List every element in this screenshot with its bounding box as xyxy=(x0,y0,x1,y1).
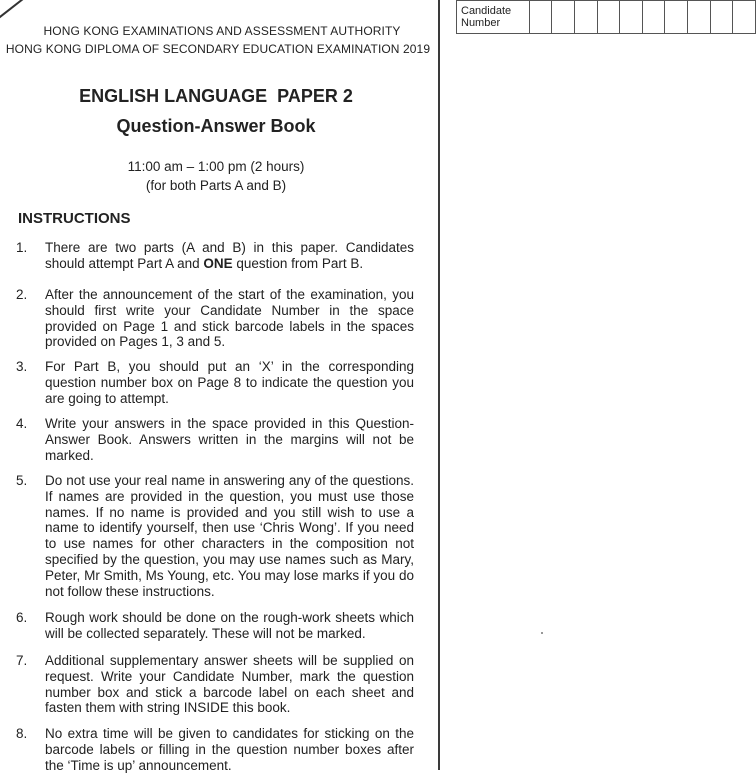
instruction-text: Write your answers in the space provided in this Question-Answer Book. Answers written in the margins will not be marked. xyxy=(45,416,414,463)
instruction-item xyxy=(16,610,414,642)
instruction-number: 1. xyxy=(16,240,28,255)
instruction-emphasis: ONE xyxy=(203,255,233,271)
instruction-text: After the announcement of the start of the examination, you should first write your Candidate Number in the space provided on Page 1 and stick barcode labels in the spaces provided on Pages 1, 3 and 5. xyxy=(45,287,414,350)
candidate-digit-box[interactable] xyxy=(620,1,643,34)
candidate-number-table xyxy=(456,0,756,34)
stray-mark xyxy=(541,632,543,634)
instruction-number: 7. xyxy=(16,653,28,668)
exam-duration: 11:00 am – 1:00 pm (2 hours) xyxy=(127,159,305,174)
authority-name: HONG KONG EXAMINATIONS AND ASSESSMENT AUTHORITY xyxy=(43,24,401,38)
instruction-item xyxy=(16,287,414,350)
book-title: Question-Answer Book xyxy=(116,116,316,136)
instruction-item xyxy=(16,416,414,463)
candidate-digit-box[interactable] xyxy=(597,1,620,34)
instruction-text: Do not use your real name in answering any of the questions. If names are provided in the question, you must use those names. If no name is provided and you still wish to use a name to identify yourself, then use ‘Chris Wong’. If you need to use names for other characters in the composition not specified by the question, you may use names such as Mary, Peter, Mr Smith, Ms Young, etc. You may lose marks if you do not follow these instructions. xyxy=(45,473,414,599)
candidate-digit-box[interactable] xyxy=(552,1,575,34)
candidate-digit-box[interactable] xyxy=(529,1,552,34)
instruction-text: For Part B, you should put an ‘X’ in the corresponding question number box on Page 8 to indicate the question you are going to attempt. xyxy=(45,359,414,406)
instruction-text xyxy=(45,240,414,272)
instruction-item xyxy=(16,359,414,406)
exam-name: HONG KONG DIPLOMA OF SECONDARY EDUCATION EXAMINATION 2019 xyxy=(5,42,431,56)
instruction-item xyxy=(16,653,414,716)
candidate-digit-box[interactable] xyxy=(665,1,688,34)
instruction-number: 3. xyxy=(16,359,28,374)
instruction-item xyxy=(16,240,414,272)
instruction-text-part: question from Part B. xyxy=(232,255,364,271)
candidate-number-label xyxy=(457,1,530,34)
instruction-text: Rough work should be done on the rough-work sheets which will be collected separately. These will not be marked. xyxy=(45,610,414,641)
candidate-digit-box[interactable] xyxy=(710,1,733,34)
instruction-text-part: There are two parts (A and B) in this paper. Candidates should attempt Part A and xyxy=(45,240,414,271)
instruction-number: 5. xyxy=(16,473,28,488)
instruction-item xyxy=(16,473,414,599)
paper-title: ENGLISH LANGUAGE PAPER 2 xyxy=(79,86,353,106)
instruction-number: 2. xyxy=(16,287,28,302)
instruction-text: No extra time will be given to candidates for sticking on the barcode labels or filling in the question number boxes after the ‘Time is up’ announcement. xyxy=(45,726,414,773)
page-divider xyxy=(438,0,440,770)
candidate-label-line: Number xyxy=(461,17,501,29)
instructions-heading: INSTRUCTIONS xyxy=(18,210,131,227)
exam-scope: (for both Parts A and B) xyxy=(145,178,287,193)
corner-decoration-line xyxy=(0,0,41,20)
instruction-text: Additional supplementary answer sheets will be supplied on request. Write your Candidate Number, mark the question number box and stick a barcode label on each sheet and fasten them with string INSIDE this book. xyxy=(45,653,414,716)
candidate-digit-box[interactable] xyxy=(642,1,665,34)
candidate-digit-box[interactable] xyxy=(733,1,756,34)
instruction-number: 8. xyxy=(16,726,28,741)
instruction-number: 6. xyxy=(16,610,28,625)
candidate-digit-box[interactable] xyxy=(688,1,711,34)
instruction-number: 4. xyxy=(16,416,28,431)
candidate-digit-box[interactable] xyxy=(574,1,597,34)
instruction-item xyxy=(16,726,414,773)
candidate-label-line: Candidate xyxy=(461,5,512,17)
